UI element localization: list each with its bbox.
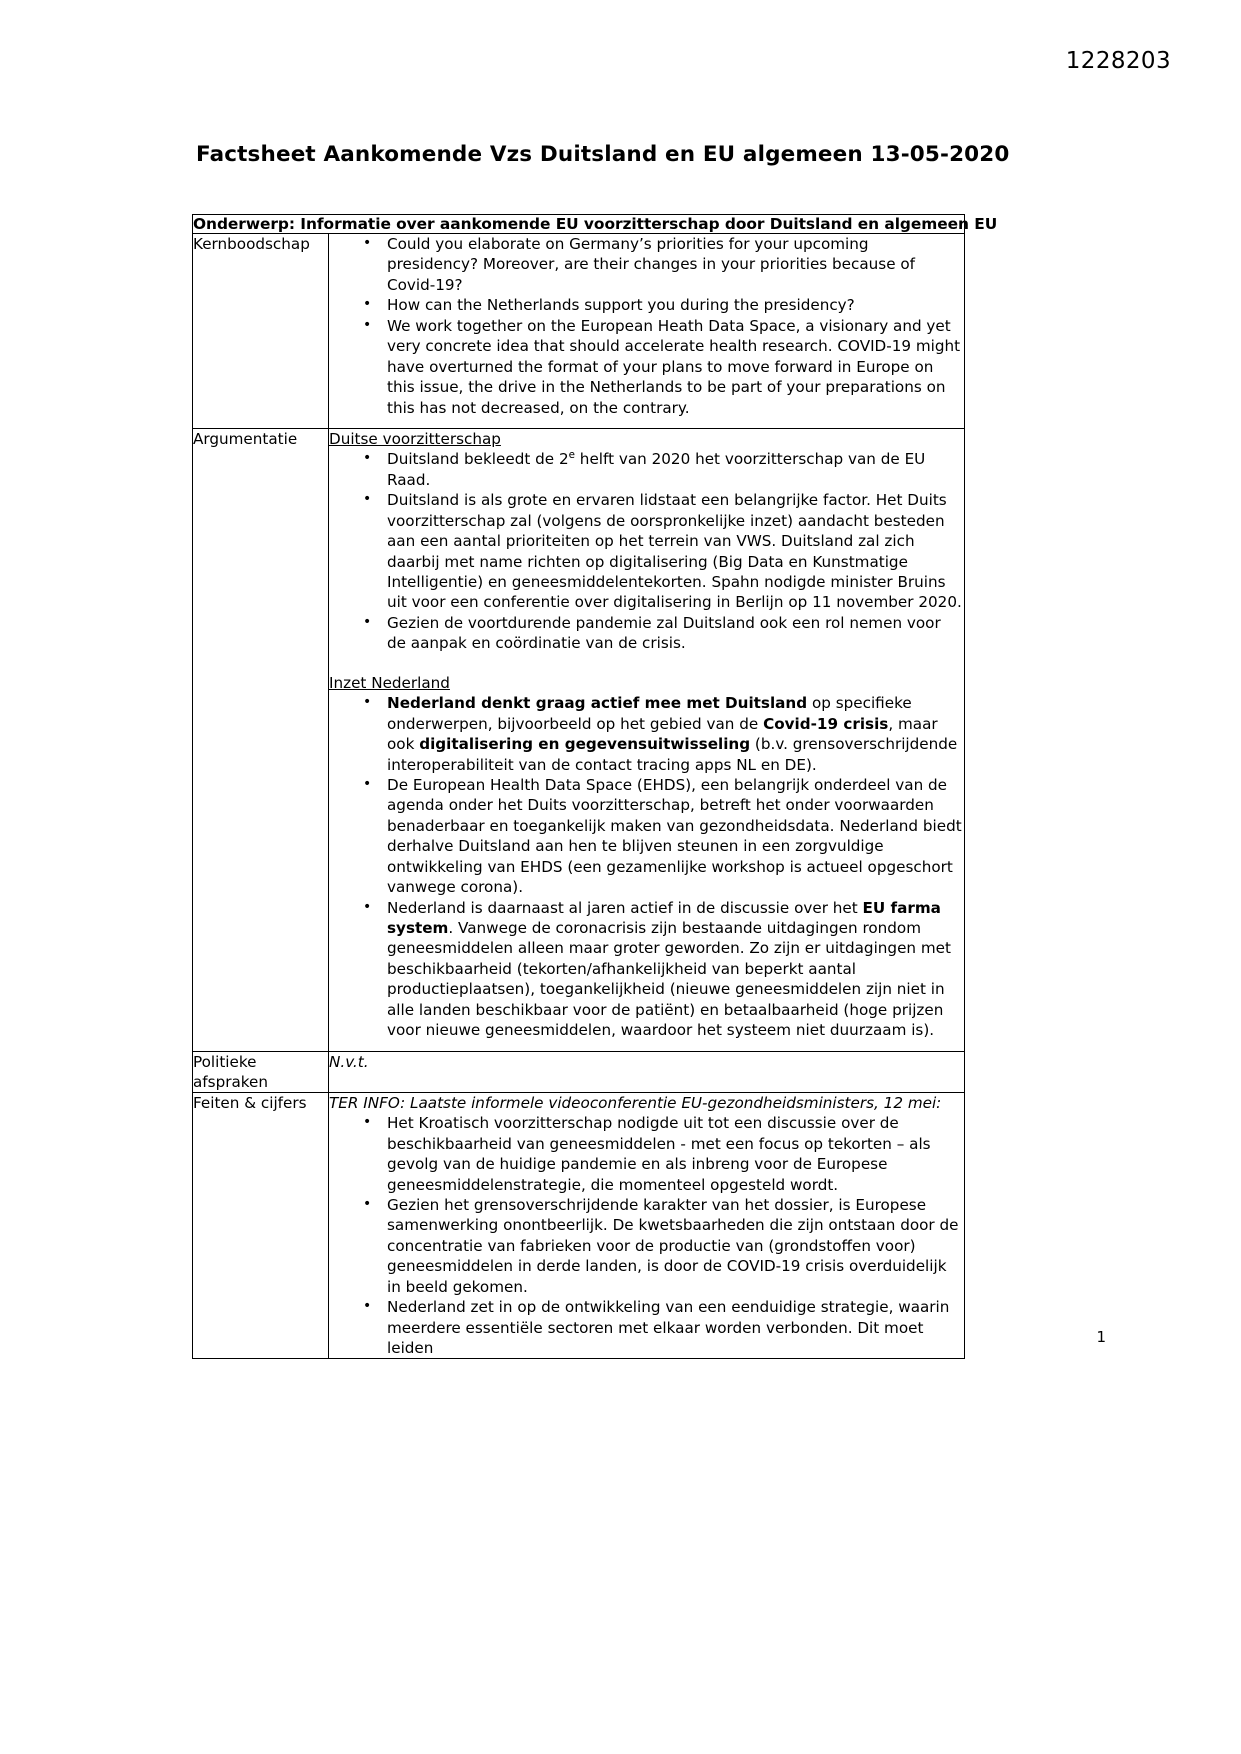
row-content-feiten-cijfers <box>329 1092 965 1359</box>
spacer <box>329 654 964 673</box>
list-item: • Duitsland is als grote en ervaren lidstaat een belangrijke factor. Het Duits voorzitterschap zal (volgens de oorspronkelijke inzet) aandacht besteden aan een aantal prioriteiten op het terrein van VWS. Duitsland zal zich daarbij met name richten op digitalisering (Big Data en Kunstmatige Intelligentie) en geneesmiddelentekorten. Spahn nodigde minister Bruins uit voor een conferentie over digitalisering in Berlijn op 11 november 2020. <box>329 490 964 613</box>
bullet-bold-text: EU farma system <box>387 898 941 937</box>
document-number: 1228203 <box>1065 48 1171 74</box>
bullet-list-feiten <box>329 1113 964 1358</box>
spacer <box>329 1041 964 1051</box>
spacer <box>329 418 964 428</box>
table-header-label: Onderwerp: Informatie over aankomende EU voorzitterschap door Duitsland en algemeen EU <box>193 215 998 233</box>
bullet-bold-text: Nederland denkt graag actief mee met Duitsland <box>387 694 808 713</box>
bullet-list <box>329 234 964 418</box>
list-item <box>329 898 964 1041</box>
bullet-bold-text: Covid-19 crisis <box>763 714 889 733</box>
bullet-list-inzet-nederland <box>329 693 964 1040</box>
bullet-text-part: (b.v. grensoverschrijdende interoperabiliteit van de contact tracing apps NL en DE). <box>387 735 958 774</box>
subsection-heading-inzet-nederland: Inzet Nederland <box>329 673 450 692</box>
list-item: • Gezien de voortdurende pandemie zal Duitsland ook een rol nemen voor de aanpak en coördinatie van de crisis. <box>329 613 964 654</box>
row-label-argumentatie: Argumentatie <box>193 428 329 1051</box>
ter-info-line: TER INFO: Laatste informele videoconferentie EU-gezondheidsministers, 12 mei: <box>329 1093 942 1112</box>
bullet-list-duitse-voorzitterschap <box>329 449 964 653</box>
table-row-feiten-cijfers <box>193 1092 965 1359</box>
list-item <box>329 693 964 775</box>
list-item: • We work together on the European Heath Data Space, a visionary and yet very concrete idea that should accelerate health research. COVID-19 might have overturned the format of your plans to move forward in Europe on this issue, the drive in the Netherlands to be part of your preparations on this has not decreased, on the contrary. <box>329 316 964 418</box>
list-item: • De European Health Data Space (EHDS), een belangrijk onderdeel van de agenda onder het Duits voorzitterschap, betreft het onder voorwaarden benaderbaar en toegankelijk maken van gezondheidsdata. Nederland biedt derhalve Duitsland aan hen te blijven steunen in een zorgvuldige ontwikkeling van EHDS (een gezamenlijke workshop is actueel opgeschort vanwege corona). <box>329 775 964 898</box>
page-title: Factsheet Aankomende Vzs Duitsland en EU algemeen 13-05-2020 <box>196 142 1010 167</box>
bullet-text-part: Duitsland bekleedt de 2e helft van 2020 het voorzitterschap van de EU Raad. <box>387 449 926 489</box>
bullet-text-part: Nederland is daarnaast al jaren actief in de discussie over het <box>387 898 863 917</box>
table-row-argumentatie <box>193 428 965 1051</box>
list-item: • How can the Netherlands support you during the presidency? <box>329 295 964 315</box>
page-number: 1 <box>1096 1328 1106 1346</box>
list-item: • Gezien het grensoverschrijdende karakter van het dossier, is Europese samenwerking onontbeerlijk. De kwetsbaarheden die zijn ontstaan door de concentratie van fabrieken voor de productie van (grondstoffen voor) geneesmiddelen in derde landen, is door de COVID-19 crisis overduidelijk in beeld gekomen. <box>329 1195 964 1297</box>
bullet-text-part: op specifieke onderwerpen, bijvoorbeeld op het gebied van de <box>387 694 912 733</box>
row-content-politieke-afspraken <box>329 1051 965 1092</box>
subsection-heading-duitse-voorzitterschap: Duitse voorzitterschap <box>329 429 501 448</box>
row-content-argumentatie <box>329 428 965 1051</box>
list-item: • Nederland zet in op de ontwikkeling van een eenduidige strategie, waarin meerdere essentiële sectoren met elkaar worden verbonden. Dit moet leiden <box>329 1297 964 1358</box>
factsheet-table <box>192 214 998 1359</box>
bullet-text-part: . Vanwege de coronacrisis zijn bestaande uitdagingen rondom geneesmiddelen alleen maar groter geworden. Zo zijn er uitdagingen met beschikbaarheid (tekorten/afhankelijkheid van beperkt aantal productieplaatsen), toegankelijkheid (nieuwe geneesmiddelen zijn niet in alle landen beschikbaar voor de patiënt) en betaalbaarheid (hoge prijzen voor nieuwe geneesmiddelen, waardoor het systeem niet duurzaam is). <box>387 919 951 1040</box>
table-header-row <box>193 215 965 234</box>
row-label-politieke-afspraken: Politieke afspraken <box>193 1051 329 1092</box>
list-item: • Could you elaborate on Germany’s priorities for your upcoming presidency? Moreover, are their changes in your priorities because of Covid-19? <box>329 234 964 295</box>
table-row-kernboodschap <box>193 234 965 429</box>
bullet-text-part: , maar ook <box>387 714 938 754</box>
row-label-feiten-cijfers: Feiten & cijfers <box>193 1092 329 1359</box>
table-row-politieke-afspraken <box>193 1051 965 1092</box>
bullet-bold-text: digitalisering en gegevensuitwisseling <box>419 735 751 754</box>
nvt-text: N.v.t. <box>329 1052 369 1071</box>
row-label-kernboodschap: Kernboodschap <box>193 234 329 429</box>
list-item <box>329 449 964 490</box>
row-content-kernboodschap <box>329 234 965 429</box>
list-item: • Het Kroatisch voorzitterschap nodigde uit tot een discussie over de beschikbaarheid van geneesmiddelen - met een focus op tekorten – als gevolg van de huidige pandemie en als inbreng voor de Europese geneesmiddelenstrategie, die momenteel opgesteld wordt. <box>329 1113 964 1195</box>
